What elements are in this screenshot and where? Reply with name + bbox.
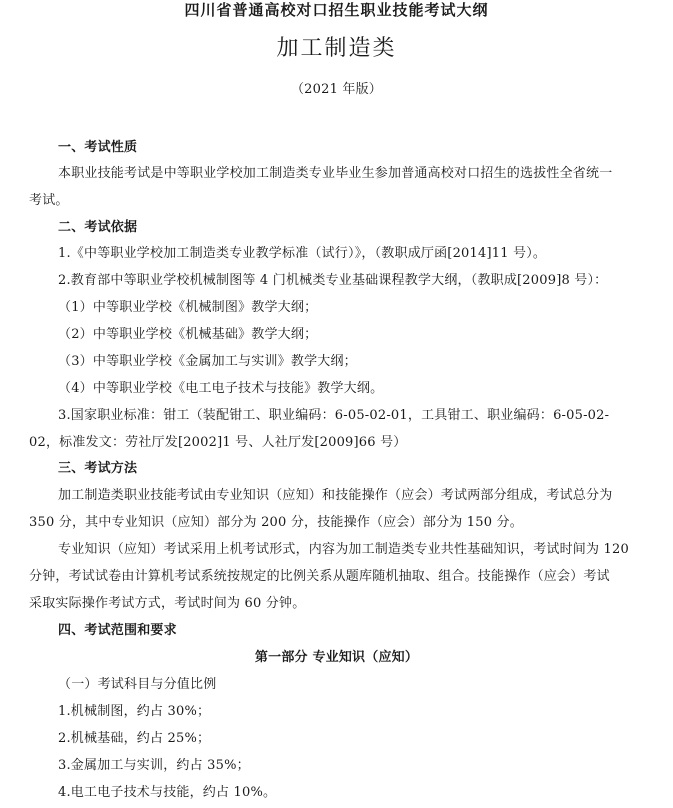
paragraph-line: 分钟，考试试卷由计算机考试系统按规定的比例关系从题库随机抽取、组合。技能操作（应会）考试 <box>29 569 610 584</box>
paragraph-line: 加工制造类职业技能考试由专业知识（应知）和技能操作（应会）考试两部分组成，考试总分为 <box>58 488 613 503</box>
section-heading-exam-nature: 一、考试性质 <box>58 140 138 155</box>
section-heading-exam-basis: 二、考试依据 <box>58 220 138 235</box>
sub-list-item: （1）中等职业学校《机械制图》教学大纲； <box>58 300 318 315</box>
list-item: 3.金属加工与实训，约占 35%； <box>58 758 250 773</box>
part-title: 第一部分 专业知识（应知） <box>254 650 419 665</box>
list-item: 3.国家职业标准：钳工（装配钳工、职业编码：6-05-02-01，工具钳工、职业编码：6-05-02- <box>58 408 610 423</box>
list-item: 1.机械制图，约占 30%； <box>58 704 211 719</box>
document-edition: （2021 年版） <box>290 82 383 97</box>
paragraph-line: 采取实际操作考试方式，考试时间为 60 分钟。 <box>29 596 306 611</box>
sub-heading: （一）考试科目与分值比例 <box>58 677 217 692</box>
paragraph-line: 专业知识（应知）考试采用上机考试形式，内容为加工制造类专业共性基础知识，考试时间为 120 <box>58 542 629 557</box>
paragraph-line: 本职业技能考试是中等职业学校加工制造类专业毕业生参加普通高校对口招生的选拔性全省统一 <box>58 166 613 181</box>
sub-list-item: （3）中等职业学校《金属加工与实训》教学大纲； <box>58 354 357 369</box>
list-item: 4.电工电子技术与技能，约占 10%。 <box>58 785 277 800</box>
section-heading-exam-method: 三、考试方法 <box>58 461 138 476</box>
paragraph-line: 350 分，其中专业知识（应知）部分为 200 分，技能操作（应会）部分为 150 分。 <box>29 515 523 530</box>
document-title: 四川省普通高校对口招生职业技能考试大纲 <box>184 1 489 19</box>
sub-list-item: （2）中等职业学校《机械基础》教学大纲； <box>58 327 318 342</box>
list-item: 1.《中等职业学校加工制造类专业教学标准（试行）》，（教职成厅函[2014]11 号）。 <box>58 246 547 261</box>
list-item: 02，标准发文：劳社厅发[2002]1 号、人社厅发[2009]66 号） <box>29 435 407 450</box>
sub-list-item: （4）中等职业学校《电工电子技术与技能》教学大纲。 <box>58 381 384 396</box>
list-item: 2.教育部中等职业学校机械制图等 4 门机械类专业基础课程教学大纲，（教职成[2009]8 号）： <box>58 273 608 288</box>
document-subtitle: 加工制造类 <box>276 36 397 61</box>
section-heading-exam-scope: 四、考试范围和要求 <box>58 623 177 638</box>
paragraph-line: 考试。 <box>29 193 69 208</box>
list-item: 2.机械基础，约占 25%； <box>58 731 211 746</box>
